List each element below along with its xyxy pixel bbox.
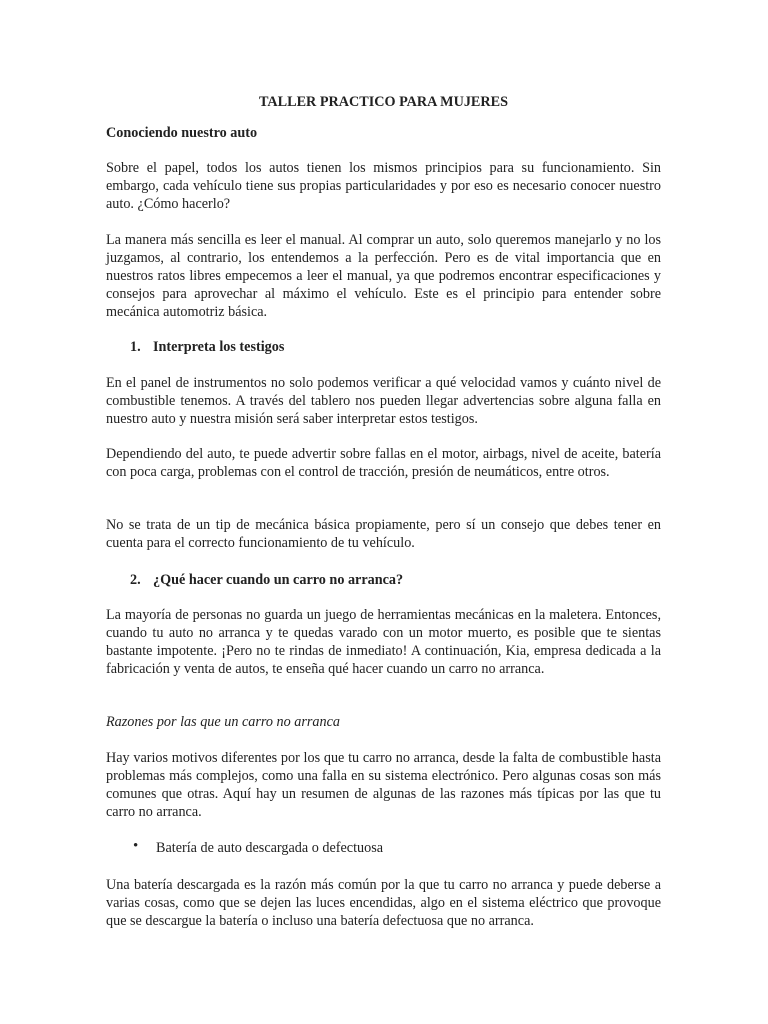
italic-subheading: Razones por las que un carro no arranca [106,714,340,730]
paragraph-intro: Sobre el papel, todos los autos tienen los mismos principios para su funcionamiento. Sin embargo, cada vehículo tiene sus propias particularidades y por eso es necesario conocer nuestro auto. ¿Cómo hacerlo? [106,160,661,212]
paragraph-tip: No se trata de un tip de mecánica básica propiamente, pero sí un consejo que debes tener en cuenta para el correcto funcionamiento de tu vehículo. [106,517,661,551]
bullet-text: Batería de auto descargada o defectuosa [156,840,384,856]
paragraph-no-start: La mayoría de personas no guarda un juego de herramientas mecánicas en la maletera. Entonces, cuando tu auto no arranca y te quedas varado con un motor muerto, es posible que te sientas bastante impotente. ¡Pero no te rindas de inmediato! A continuación, Kia, empresa dedicada a la fabricación y venta de autos, te enseña qué hacer cuando un carro no arranca. [106,607,661,677]
paragraph-battery: Una batería descargada es la razón más común por la que tu carro no arranca y puede deberse a varias cosas, como que se dejen las luces encendidas, algo en el sistema eléctrico que provoque que se descargue la batería o incluso una batería defectuosa que no arranca. [106,877,661,929]
list-heading-text: Interpreta los testigos [153,339,285,355]
list-number: 1. [130,339,141,355]
paragraph-manual: La manera más sencilla es leer el manual. Al comprar un auto, solo queremos manejarlo y no los juzgamos, al contrario, los entendemos a la perfección. Pero es de vital importancia que en nuestros ratos libres empecemos a leer el manual, ya que podremos encontrar especificaciones y consejos para aprovechar al máximo el vehículo. Este es el principio para entender sobre mecánica automotriz básica. [106,232,661,320]
section-subtitle: Conociendo nuestro auto [106,125,258,141]
bullet-icon: • [133,838,139,854]
paragraph-panel: En el panel de instrumentos no solo podemos verificar a qué velocidad vamos y cuánto nivel de combustible tenemos. A través del tablero nos pueden llegar advertencias sobre alguna falla en nuestro auto y nuestra misión será saber interpretar estos testigos. [106,375,661,427]
paragraph-warnings: Dependiendo del auto, te puede advertir sobre fallas en el motor, airbags, nivel de aceite, batería con poca carga, problemas con el control de tracción, presión de neumáticos, entre otros. [106,446,661,480]
list-number: 2. [130,572,141,588]
list-heading-text: ¿Qué hacer cuando un carro no arranca? [153,572,404,588]
paragraph-reasons: Hay varios motivos diferentes por los que tu carro no arranca, desde la falta de combustible hasta problemas más complejos, como una falla en su sistema electrónico. Pero algunas cosas son más comunes que otras. Aquí hay un resumen de algunas de las razones más típicas por las que tu carro no arranca. [106,750,661,820]
document-title: TALLER PRACTICO PARA MUJERES [259,94,508,110]
